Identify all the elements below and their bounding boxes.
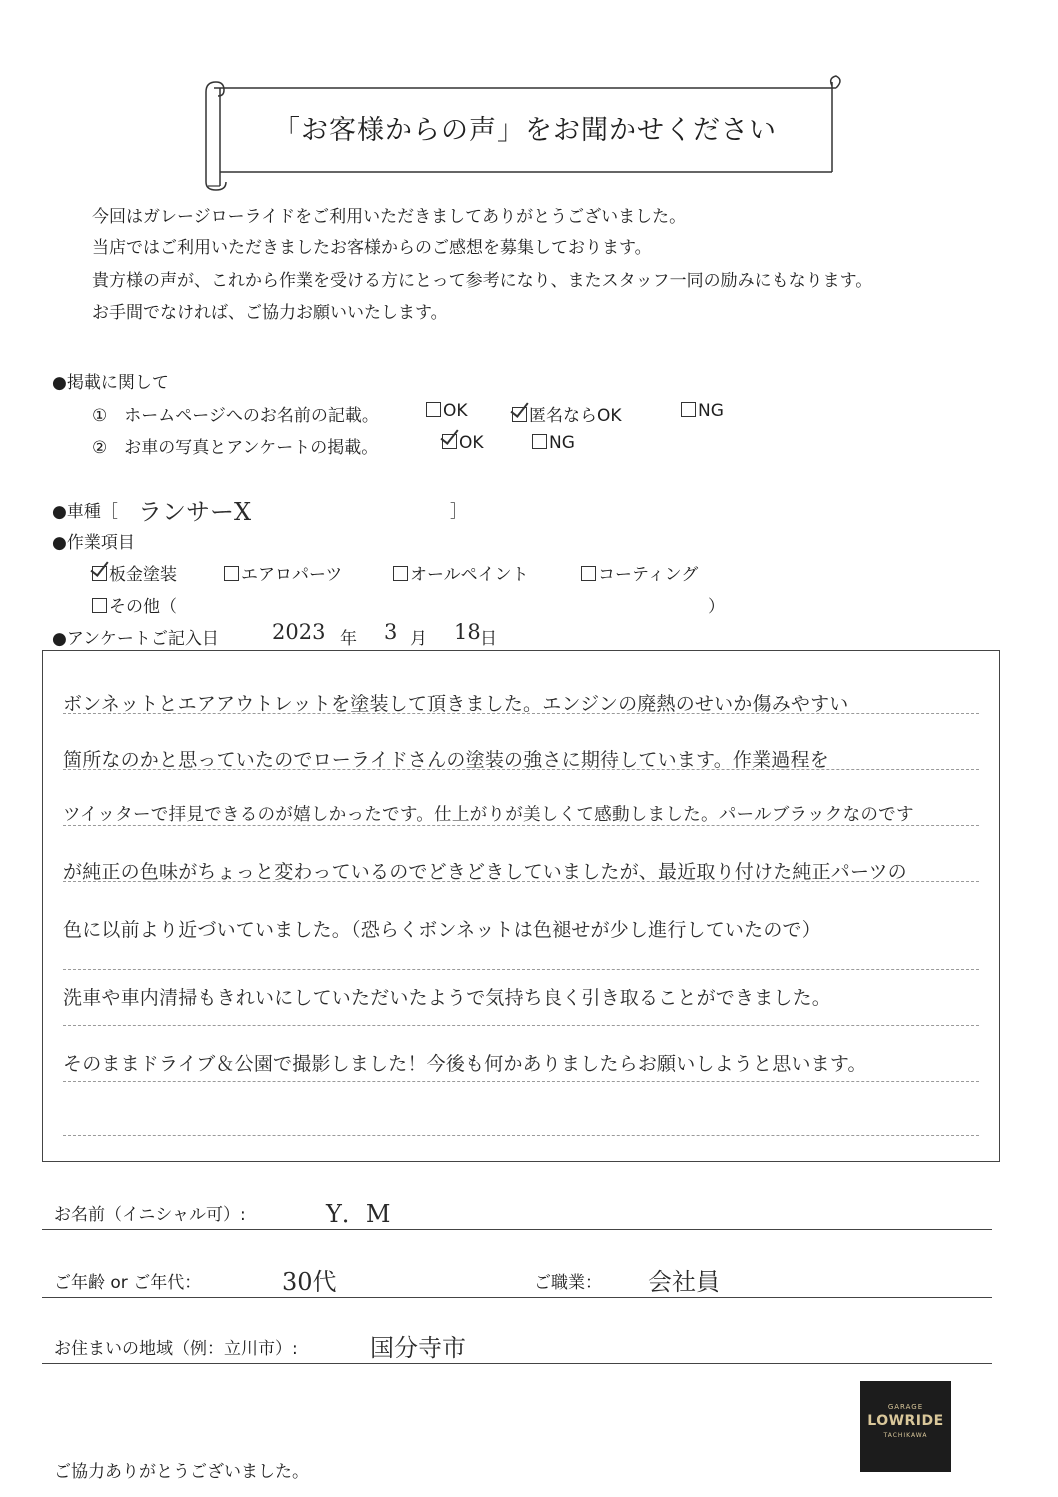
intro-line-1: 今回はガレージローライドをご利用いただきましてありがとうございました。 [92, 207, 687, 227]
vehicle-value[interactable]: ランサーX [138, 498, 252, 526]
work-option-sheet-metal[interactable]: 板金塗装 [92, 560, 177, 585]
survey-day-unit: 日 [480, 629, 497, 649]
publication-heading: ●掲載に関して [52, 373, 169, 393]
vehicle-label: ●車種［ [52, 502, 118, 522]
comment-line-1: ボンネットとエアアウトレットを塗装して頂きました。エンジンの廃熱のせいか傷みやすい [63, 693, 849, 715]
area-label: お住まいの地域（例：立川市）: [54, 1339, 298, 1359]
work-option-aero[interactable]: エアロパーツ [224, 560, 342, 585]
garage-lowride-logo: GARAGE LOWRIDE TACHIKAWA [860, 1381, 951, 1472]
work-option-coating[interactable]: コーティング [581, 560, 698, 585]
survey-day-value[interactable]: 18 [454, 620, 481, 644]
intro-line-4: お手間でなければ、ご協力お願いいたします。 [92, 303, 448, 323]
area-underline [42, 1363, 992, 1364]
survey-year-value[interactable]: 2023 [272, 620, 326, 644]
job-label: ご職業： [534, 1273, 602, 1293]
vehicle-bracket-close: ］ [450, 502, 467, 522]
work-other-close: ） [708, 597, 725, 617]
ruled-line [63, 1025, 979, 1026]
comment-line-7: そのままドライブ＆公園で撮影しました！今後も何かありましたらお願いしようと思います。 [63, 1053, 867, 1075]
name-underline [42, 1229, 992, 1230]
q2-ng-option[interactable]: NG [532, 433, 575, 453]
survey-year-unit: 年 [340, 629, 357, 649]
publication-q1-label: ① ホームページへのお名前の記載。 [92, 406, 379, 426]
name-value[interactable]: Y．M [326, 1200, 391, 1228]
comment-line-5: 色に以前より近づいていました。（恐らくボンネットは色褪せが少し進行していたので） [63, 919, 821, 941]
name-label: お名前（イニシャル可）: [54, 1205, 246, 1225]
q1-ng-option[interactable]: NG [681, 401, 724, 421]
work-option-all-paint[interactable]: オールペイント [393, 560, 529, 585]
checkbox-checked[interactable] [92, 566, 107, 581]
checkbox[interactable] [92, 598, 107, 613]
ruled-line [63, 1135, 979, 1136]
intro-line-3: 貴方様の声が、これから作業を受ける方にとって参考になり、またスタッフ一同の励みにもなります。 [92, 271, 873, 291]
comment-line-3: ツイッターで拝見できるのが嬉しかったです。仕上がりが美しくて感動しました。パールブラックなのです [63, 805, 914, 825]
work-heading: ●作業項目 [52, 533, 135, 553]
comment-line-6: 洗車や車内清掃もきれいにしていただいたようで気持ち良く引き取ることができました。 [63, 987, 832, 1009]
page-title: 「お客様からの声」をお聞かせください [273, 115, 777, 146]
checkbox[interactable] [581, 566, 596, 581]
area-value[interactable]: 国分寺市 [370, 1334, 466, 1362]
ruled-line [63, 969, 979, 970]
intro-line-2: 当店ではご利用いただきましたお客様からのご感想を募集しております。 [92, 238, 652, 258]
q1-ok-option[interactable]: OK [426, 401, 468, 421]
comment-line-2: 箇所なのかと思っていたのでローライドさんの塗装の強さに期待しています。作業過程を [63, 749, 829, 771]
ruled-line [63, 1081, 979, 1082]
survey-month-value[interactable]: 3 [384, 620, 398, 644]
survey-date-label: ●アンケートご記入日 [52, 629, 219, 649]
comment-line-4: が純正の色味がちょっと変わっているのでどきどきしていましたが、最近取り付けた純正パーツの [63, 861, 907, 883]
survey-month-unit: 月 [410, 629, 427, 649]
publication-q2-label: ② お車の写真とアンケートの掲載。 [92, 438, 379, 458]
checkbox-checked[interactable] [512, 407, 527, 422]
checkbox[interactable] [426, 402, 441, 417]
work-option-other[interactable]: その他（ [92, 592, 177, 617]
checkbox-checked[interactable] [442, 434, 457, 449]
q1-anonymous-ok-option[interactable]: 匿名ならOK [512, 401, 622, 426]
age-value[interactable]: 30代 [282, 1268, 337, 1296]
q2-ok-option[interactable]: OK [442, 433, 484, 453]
job-value[interactable]: 会社員 [648, 1268, 720, 1296]
age-label: ご年齢 or ご年代： [54, 1273, 202, 1293]
checkbox[interactable] [224, 566, 239, 581]
checkbox[interactable] [532, 434, 547, 449]
checkbox[interactable] [393, 566, 408, 581]
checkbox[interactable] [681, 402, 696, 417]
footer-thanks: ご協力ありがとうございました。 [54, 1462, 309, 1482]
age-job-underline [42, 1297, 992, 1298]
comment-box[interactable] [42, 650, 1000, 1162]
